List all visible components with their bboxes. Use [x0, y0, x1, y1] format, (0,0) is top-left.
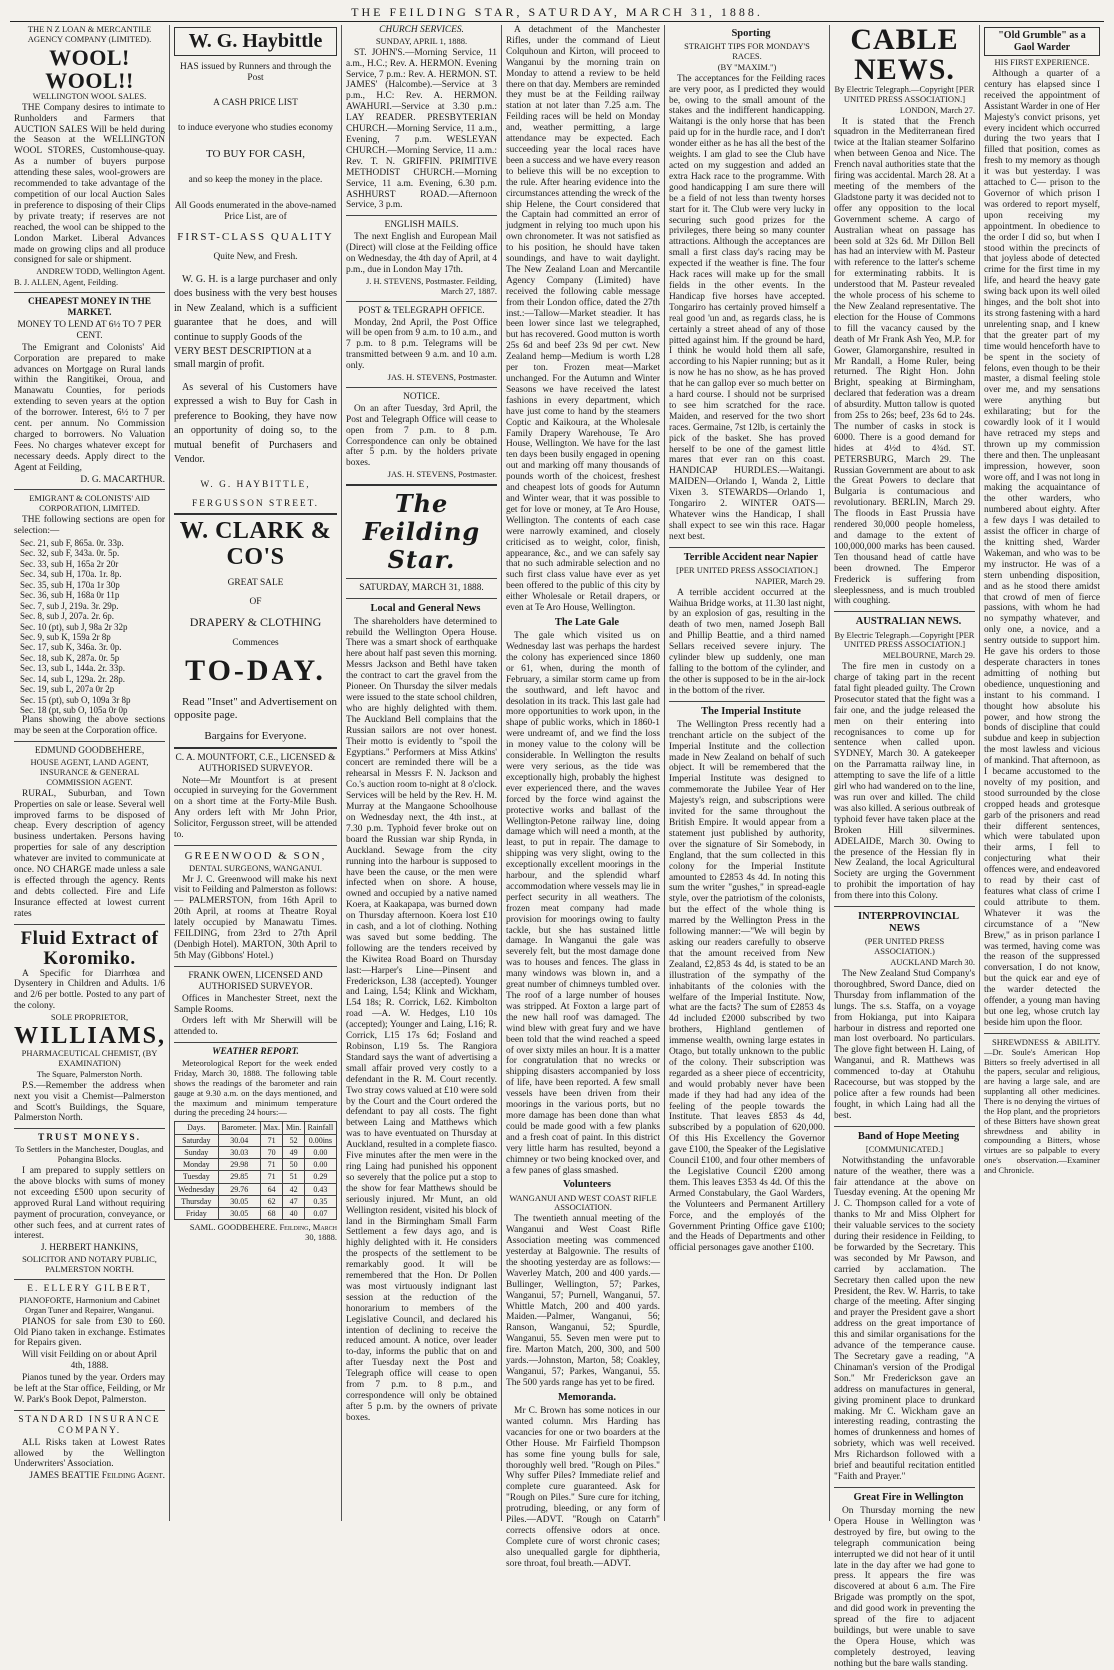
- table-cell: 0.00ins: [304, 1134, 336, 1146]
- table-cell: 0.29: [304, 1171, 336, 1183]
- band-heading: Band of Hope Meeting: [857, 1130, 960, 1142]
- cable-body: It is stated that the French squadron in the Mediterranean fired twice at the Italian steamer Solfarino when between Genoa and Nice. The French naval authorities state that the firing was accidental. March 28. At a meeting of the members of the Gladstone party it was decided not to offer any opposition to the local Government scheme. A cargo of Australian wheat on passage has been sold at 32s 6d. Mr Dillon Bell has had an interview with M. Pasteur with reference to the latter's scheme for exterminating rabbits. It is understood that M. Pasteur revealed the whole process of his scheme to the New Zealand representative. The election for the House of Commons to fill the vacancy caused by the death of Mr Frank Ash Yeo, M.P. for Gower, Glamorganshire, resulted in Mr Randall, a Home Ruler, being returned. The Right Hon. John Bright, speaking at Birmingham, declared that federation was a dream of absurdity. Mutton tallow is quoted from 25s to 26s; beef, 23s 6d to 24s. The number of casks in stock is 6000. There is a good demand for hides at 4½d to 4¾d. ST. PETERSBURG, March 29. The Russian Government are about to ask the Great Powers to declare that Bulgaria is contumacious and revolutionary. BERLIN, March 29. The floods in East Prussia have rendered 30,000 people homeless, and damage to the extent of 100,000,000 marks has been caused. Ten thousand head of cattle have been drowned. The Emperor Frederick is suffering from sleeplessness, and is much troubled with coughing.: [834, 116, 975, 607]
- greenwood-heading: GREENWOOD & SON,: [184, 849, 327, 862]
- australian-byline: By Electric Telegraph.—Copyright [PER UNITED PRESS ASSOCIATION.]: [834, 629, 975, 650]
- column-1: [10, 25, 170, 1521]
- table-cell: Wednesday: [175, 1183, 219, 1195]
- haybittle-line-3: to induce everyone who studies economy: [178, 122, 333, 133]
- hankins-name: J. HERBERT HANKINS,: [40, 1243, 139, 1254]
- gilbert-tuning: Pianos tuned by the year. Orders may be left at the Star office, Feilding, or Mr W. Park's Book Depot, Palmerston.: [14, 1373, 165, 1405]
- list-item: Sec. 17, sub K, 346a. 3r. 0p.: [20, 642, 122, 653]
- list-item: Sec. 18, sub K, 287a. 0r. 5p: [20, 652, 120, 663]
- list-item: Sec. 35, sub H, 170a 1r 30p: [20, 579, 120, 590]
- divider: [14, 1279, 165, 1280]
- table-cell: 40: [283, 1208, 304, 1220]
- volunteers-subheading: WANGANUI AND WEST COAST RIFLE ASSOCIATION.: [509, 1192, 657, 1213]
- gale-body: The gale which visited us on Wednesday last was perhaps the hardest the colony has experienced since 1860 or 61, when, during the month of February, a similar storm came up from the southward, and left havoc and desolation in its track. This last gale had more opportunities to work upon, in the shape of public works, which in 1860-1 were undreamt of, and we find the loss in money value to the colony will be considerable. In Wellington the results were very serious, as the tide was exceptionally high, probably the highest ever experienced there, and the waves forced by the force wind against the protective works and ballast of the Wellington-Petone railway line, doing damage which will need a month, at the least, to put in repair. The damage to shipping was very slight, owing to the exceptionally excellent moorings in the harbour, and the splendid wharf accommodation where vessels may lie in perfect security in all weathers. The frozen meat company had made provision for moorings owing to faulty tackle, but she has sustained little damage. In Wanganui the gale was severely felt, but the most damage done was to houses and fences. The glass in many windows was blown in, and a great number of chimneys tumbled over. The roof of a large number of houses was stripped. At Foxton a large part of the new hall roof was damaged. The wind blew with great fury and we have been told that the wind reached a speed of over sixty miles an hour. It is a matter for congratulation that no wrecks or shipping disasters accompanied by loss of life, have been reported. A few small vessels have been driven from their moorings in the various ports, but no more damage has been done than what could be made good with a few planks and a fresh coat of paint. In this district very little harm has resulted, beyond a chimney or two being knocked over, and a few panes of glass smashed.: [506, 631, 660, 1176]
- grumble-subheading: HIS FIRST EXPERIENCE.: [994, 57, 1090, 68]
- emigrant-intro: THE following sections are open for selection:—: [14, 515, 165, 537]
- gilbert-title: PIANOFORTE, Harmonium and Cabinet Organ Tuner and Repairer, Wanganui.: [19, 1294, 160, 1315]
- table-cell: 47: [283, 1195, 304, 1207]
- sporting-body: The acceptances for the Feilding races are very poor, as I predicted they would be, owing to the small amount of the stakes and the indifferent handicapping. Waitangi is the only horse that has been paid up for in the hurdle race, and I don't wonder either as he has all the best of the weights. I am glad to see the Club have acted on my suggestion and added an extra Hack race to the programme. With good handicapping I am sure there will be a field of not less than twenty horses start for it. The Club were very lucky in securing such good prizes for the privileges, there being so many counter attractions. Although the acceptances are small a first class day's racing may be expected if the weather is fine. The four Hack races will make up for the small fields in the other events. In the Handicap five horses have accepted. Tongariro has certainly proved himself a real good 'un and, as regards class, he is certainly a street ahead of any of those pitted against him. If the ground be hard, I think he would hold them all safe, according to his Napier running; but as it is now he has no show, as he has proved that he can gallop ever so much better on a hard course. I should not be surprised to see him scratched for the race. Maiden, and reserved for the two short races. Germaine, 7st 12lb, is certainly the pick of the basket. She has proved herself to be one of the gamest little mares that ever ran on this coast. HANDICAP HURDLES.—Waitangi. MAIDEN—Orlando I, Wanda 2, Little Vixen 3. STEWARDS—Orlando 1, Tongariro 2. WINTER OATS—Whatever wins the Handicap, I shall shall expect to see win this race. Hagar next best.: [669, 73, 825, 542]
- divider: [174, 747, 337, 749]
- napier-byline: [PER UNITED PRESS ASSOCIATION.]: [676, 564, 818, 575]
- goodbehere-heading: EDMUND GOODBEHERE,: [34, 746, 145, 757]
- gilbert-body: PIANOS for sale from £30 to £60. Old Piano taken in exchange. Estimates for Repairs given.: [14, 1316, 165, 1349]
- clark-line-3: DRAPERY & CLOTHING: [189, 614, 322, 629]
- table-cell: 52: [283, 1134, 304, 1146]
- divider: [14, 1410, 165, 1411]
- fire-body: On Thursday morning the new Opera House in Wellington was destroyed by fire, but owing to the telegraph communication being interrupted we did not hear of it until late in the day after we had gone to press. It appears the fire was discovered at about 6 a.m. The Fire Brigade was promptly on the spot, and did good work in preventing the spread of the fire to adjacent buildings, but were unable to save the Opera House, which was completely destroyed, leaving nothing but the bare walls standing.: [834, 1506, 975, 1669]
- list-item: Sec. 15 (pt), sub O, 109a 3r 8p: [20, 694, 131, 705]
- divider: [834, 906, 975, 907]
- koromiko-body: A Specific for Diarrhœa and Dysentery in Children and Adults. 1/6 and 2/6 per bottle. Posted to any part of the colony.: [14, 968, 165, 1012]
- wool-subheading: WELLINGTON WOOL SALES.: [32, 90, 147, 101]
- notice-body: On an after Tuesday, 3rd April, the Post and Telegraph Office will cease to open from 7 p.m. to 8 p.m. Correspondence can only be obtained after 5 p.m. by the holders private boxes.: [346, 403, 497, 469]
- list-item: Sec. 32, sub F, 343a. 0r. 5p.: [20, 548, 120, 559]
- standard-signature: JAMES BEATTIE Feilding Agent.: [29, 1471, 165, 1482]
- church-date: SUNDAY, APRIL 1, 1888.: [375, 35, 468, 46]
- column-5: [665, 25, 830, 1521]
- table-row: [175, 1183, 337, 1195]
- mail-signature: J. H. STEVENS, Postmaster. Feilding, March 27, 1887.: [365, 275, 497, 296]
- column-7: [980, 25, 1104, 1521]
- wool-signature-1: ANDREW TODD, Wellington Agent.: [36, 266, 165, 277]
- table-cell: 30.03: [218, 1146, 260, 1158]
- divider: [834, 611, 975, 612]
- imperial-body: The Wellington Press recently had a trenchant article on the subject of the Imperial Institute and the collection made in New Zealand on behalf of such object. It will be remembered that the Imperial Institute was designed to commemorate the Jubilee Year of Her Majesty's reign, and subscriptions were invited for the same throughout the British Empire. It would appear from a statement just published by authority, over the signature of Sir Somebody, in England, that the sum collected in this colony for the Imperial Institute amounted to £2853 4s 4d. In noting this sum the writer "gushes," in spread-eagle style, over the patriotism of the colonists, but the effect of the whole thing is marred by the Wellington Press in the following manner:—"We will begin by asking our readers carefully to observe that the amount received from New Zealand, £2,853 4s 4d, is stated to be an illustration of the sympathy of the inhabitants of the colonies with the welfare of the Imperial Institute. Now, what are the facts? The sum of £2853 4s 4d included £2000 subscribed by two brothers, Highland gentlemen of immense wealth, owning large estates in Otago, but totally unknown to the public of the colony. Their subscription was regarded as a sheer piece of eccentricity, and would probably never have been made if they had had any idea of the feeling of the people towards the Institute. That leaves £853 4s 4d, subscribed by a population of 620,000. Of this His Excellency the Governor gave £100, the Speaker of the Legislative Council £100, and four other members of the Legislative Council £200 among them. This leaves £353 4s 4d. Of this the Armed Constabulary, the Gaol Warders, the Volunteers and Permanent Artillery Force, and the employés of the Government Printing Office gave £100; and the Heads of Departments and other official personages gave another £100.: [669, 719, 825, 1254]
- volunteers-body: The twentieth annual meeting of the Wanganui and West Coast Rifle Association meeting was commenced yesterday at Balgownie. The results of the shooting yesterday are as follows:— Waverley Match, 200 and 400 yards.— Bullinger, Wellington, 57; Parkes, Wanganui, 57; Purnell, Wanganui, 57. Whittle Match, 200 and 400 yards. Maiden.—Palmer, Wanganui, 56; Ranson, Wanganui, 52; Spurdle, Wanganui, 55. Seven men were put to fire. Marton Match, 200, 300, and 500 yards.—Johnston, Marton, 58; Coakley, Wanganui, 57; Parkes, Wanganui, 55. The 500 yards range has yet to be fired.: [506, 1214, 660, 1388]
- table-cell: 68: [260, 1208, 283, 1220]
- divider: [174, 1042, 337, 1043]
- divider: [14, 924, 165, 925]
- column-3: [342, 25, 502, 1521]
- standard-heading: STANDARD INSURANCE COMPANY.: [18, 1414, 161, 1436]
- list-item: Sec. 36, sub H, 168a 0r 11p: [20, 590, 120, 601]
- divider: [984, 1033, 1100, 1034]
- cable-byline: By Electric Telegraph.—Copyright [PER UNITED PRESS ASSOCIATION.]: [834, 84, 975, 104]
- owen-body: Offices in Manchester Street, next the Sample Rooms.: [174, 993, 337, 1015]
- fire-heading: Great Fire in Wellington: [853, 1491, 964, 1503]
- table-cell: Sunday: [175, 1146, 219, 1158]
- list-item: Sec. 33, sub H, 165a 2r 20r: [20, 558, 119, 569]
- list-item: Sec. 13, sub L, 144a. 2r. 33p.: [20, 663, 125, 674]
- table-cell: 64: [260, 1183, 283, 1195]
- table-cell: 29.98: [218, 1159, 260, 1171]
- list-item: Sec. 8, sub J, 207a. 2r. 6p.: [20, 611, 114, 622]
- divider: [669, 701, 825, 702]
- paper-masthead: The Feilding Star.: [362, 489, 481, 574]
- loan-heading: THE N Z LOAN & MERCANTILE AGENCY COMPANY (LIMITED).: [27, 24, 152, 44]
- column-6: [830, 23, 980, 1669]
- haybittle-heading: W. G. Haybittle: [174, 27, 337, 56]
- table-cell: 71: [260, 1134, 283, 1146]
- grumble-body: Although a quarter of a century has elapsed since I received the appointment of Assistant Warder in one of Her Majesty's convict prisons, yet every incident which occurred during the two years that I filled that position, comes as fresh to my memory as though it was but yesterday. I was attached to C— prison to the Governor of which prison I was ordered to report myself, upon receiving my appointment. In obedience to the order I did so, but when I stood within the precincts of that joyless abode of detected crime for the first time in my life, and heard the heavy gate swing back upon its well oiled hinges, and the bolt shot into its strong fastening with a hard unrelenting snap, and I knew that the greater part of my time would henceforth have to be spent in the society of felons, even though to be their master, a dismal feeling stole over me, and my sensations were anything but exhilarating; but for the cowardly look of it I would have retraced my steps and thrown up my commission there and then. The unpleasant impression, however, soon wore off, and I was not long in making the acquaintance of the other warders, who numbered about eighty. After a few days I was detailed to assist the officer in charge of the knitting shed, Warder Wakeman, and who was to be my instructor. He was of a stern unbending disposition, and as he stood there amidst that crowd of men of fierce passions, with whom he had no sympathy whatever, and only one, a novice, and a sentry outside to support him. He gave his orders to those desperate characters in tones admitting of nothing but obedience, unquestioning and instant to his command. I thought how absolute his power, and how strong the bonds of discipline that could subdue and keep in subjection the most lawless and vicious of mankind. That afternoon, as I became accustomed to the novelty of my position, and stood surrounded by the close cropped heads and grotesque garb of the prisoners and read their different sentences, which were tabulated upon their arms, I fell to conjecturing what their offences were, and endeavored to read by their cast of features what class of crime I could attribute to them. Whatever it was the circumstance of a "New Brew," as in prison parlance I was termed, having come was the reason of the suppressed conversation, I do not know, but the quick ear and eye of the warder detected the offender, a young man having but one leg, whose crutch lay beside him upon the floor.: [984, 69, 1100, 1028]
- divider: [346, 215, 497, 216]
- divider: [346, 598, 497, 599]
- list-item: Sec. 34, sub H, 170a. 1r. 8p.: [20, 569, 122, 580]
- chemist-title: PHARMACEUTICAL CHEMIST, (BY EXAMINATION): [21, 1048, 158, 1069]
- napier-body: A terrible accident occurred at the Waihua Bridge works, at 11.30 last night, by an explosion of gas, resulting in the death of two men, named Joseph Ball and Phillip Beattie, and a third named Sellars received severe injury. The cylinder blew up suddenly, one man falling to the bottom of the cylinder, and the other is supposed to be in the air-lock in the bottom of the river.: [669, 587, 825, 696]
- divider: [174, 966, 337, 967]
- weather-signature: SAML. GOODBEHERE. Feilding, March 30, 1888.: [189, 1222, 337, 1243]
- band-byline: [COMMUNICATED.]: [865, 1143, 944, 1154]
- owen-footer: Orders left with Mr Sherwill will be attended to.: [174, 1016, 337, 1038]
- clark-today: TO-DAY.: [185, 654, 326, 688]
- cable-date: LONDON, March 27.: [899, 104, 975, 115]
- gilbert-visit: Will visit Feilding on or about April 4th, 1888.: [21, 1350, 158, 1372]
- chemist-ps: P.S.—Remember the address when next you visit a Chemist—Palmerston and Scott's Buildings, the Square, Palmerston North.: [14, 1080, 165, 1124]
- haybittle-line-1: HAS issued by Runners and through the Post: [179, 62, 332, 84]
- mail-body: The next English and European Mail (Direct) will close at the Feilding office on Wednesday, the 4th day of April, at 4 p.m., due in London May 17th.: [346, 232, 497, 275]
- divider: [14, 489, 165, 490]
- divider: [14, 292, 165, 293]
- trust-subheading: To Settlers in the Manchester, Douglas, and Pohangina Blocks.: [15, 1144, 164, 1165]
- haybittle-line-12: As several of his Customers have expressed a wish to Buy for Cash in preference to Booking, they have now an opportunity of doing so, to the mutual benefit of Purchasers and Vendor.: [174, 381, 337, 466]
- table-cell: Thursday: [175, 1195, 219, 1207]
- trust-heading: TRUST MONEYS.: [38, 1133, 141, 1144]
- column-header: Min.: [283, 1122, 304, 1134]
- goodbehere-body: RURAL, Suburban, and Town Properties on sale or lease. Several well improved farms to be disposed of cheap. Every description of agency business undertaken. Persons having properties for sale of any description whatever are invited to communicate at once. NO CHARGE made unless a sale is effected through the agency. Rents and debts collected. Fire and Life Insurance effected at lowest current rates: [14, 788, 165, 919]
- sporting-heading: Sporting: [731, 28, 771, 39]
- mail-heading: ENGLISH MAILS.: [384, 220, 459, 231]
- table-cell: 51: [283, 1171, 304, 1183]
- table-cell: 29.76: [218, 1183, 260, 1195]
- table-cell: 29.85: [218, 1171, 260, 1183]
- divider: [14, 1128, 165, 1129]
- table-cell: 0.00: [304, 1146, 336, 1158]
- money-subheading: MONEY TO LEND AT 6½ TO 7 PER CENT.: [17, 319, 162, 341]
- goodbehere-subheading: HOUSE AGENT, LAND AGENT, INSURANCE & GENERAL COMMISSION AGENT.: [30, 757, 149, 787]
- local-news-body: The shareholders have determined to rebuild the Wellington Opera House. There was a smart shock of earthquake here about half past seven this morning. Messrs Jackson and Bethl have taken the contract to cart the gravel from the Pioneer. On Thursday the silver medals were issued to the state school children, who are highly delighted with them. The Auckland Bell complains that the Russian sailors are not over honest. Their motto is evidently to "spoil the Egyptians." Performers at Miss Atkins' concert are reminded there will be a rehearsal in Messrs F. N. Jackson and Co.'s auction room to-night at 8 o'clock. Services will be held by the Rev. H. M. Murray at the Mangaone Schoolhouse on Wednesday next, the 4th inst., at 7.30 p.m. Typhoid fever broke out on board the Russian war ship Rynda, in Auckland. Sewage from the city running into the harbour is supposed to have been the cause, or the men were infected when on shore. A house, owned and occupied by a native named Koera, at Kaakapapa, was burned down on Thursday afternoon. Koera lost £10 in cash, and a lot of clothing. Nothing was saved but some bedding. The following are the tenders received by the Kiwitea Road Board on Thursday last:—Harper's Line—Pinsent and Frederickson, L38 (accepted). Younger and Laing, L54; Klink and Wickham, L54 18s; R. Corrick, L62. Kimbolton road —A. W. Hedges, L10 10s (accepted); Younger and Laing, L16; R. Corrick, L15 17s 6d; Fosland and Robinson, L19 5s. The Rangiora Standard says the want of advertising a small affair proved very costly to a defendant in the R. M. Court recently. Two stray cows valued at £10 were sold by the Court and the Court ordered the defendant to pay all costs. The fight between Laing and Matthews which was to have eventuated on Thursday at Auckland, resulted in a complete fiasco. Five minutes after the men were in the ring Laing had punished his opponent so severely that the police put a stop to the show for fear Matthews should be seriously injured. Mr Munt, an old Wellington resident, visited his block of land in the Birmingham Small Farm Settlement a few days ago, and is highly delighted with it. He considers the prospects of the settlement to be remarkably good. It will be remembered that the Hon. Dr Pollen was most virtuously indignant last session at the reduction of the honorarium to members of the Legislative Council, and declared his intention of declining to receive the reduced amount. A notice, over leader to-day, informs the public that on and after Tuesday next the Post and Telegraph office will cease to open from 7 p.m. to 8 p.m., and correspondence will only be obtained after 5 p.m. by the owners of private boxes.: [346, 616, 497, 1423]
- haybittle-line-5: and so keep the money in the place.: [188, 174, 323, 185]
- greenwood-subheading: DENTAL SURGEONS, WANGANUI.: [189, 862, 322, 873]
- mountfort-body: Note—Mr Mountfort is at present occupied in surveying for the Government on a short time at the Forty-Mile Bush. Any orders left with Mr John Prior, Solicitor, Fergusson street, will be attended to.: [174, 775, 337, 841]
- local-news-heading: Local and General News: [370, 602, 481, 614]
- cable-heading: CABLE NEWS.: [850, 23, 959, 86]
- divider: [346, 578, 497, 579]
- table-cell: 70: [260, 1146, 283, 1158]
- hankins-title: SOLICITOR AND NOTARY PUBLIC, PALMERSTON NORTH.: [22, 1254, 157, 1275]
- weather-intro: Meteorological Report for the week ended Friday, March 30, 1888. The following table shows the readings of the barometer and rain gauge at 9.30 a.m. on the days mentioned, and the maximum and minimum temperature during the preceding 24 hours:—: [174, 1058, 337, 1118]
- divider: [174, 845, 337, 846]
- weather-heading: WEATHER REPORT.: [212, 1047, 299, 1058]
- haybittle-line-2: A CASH PRICE LIST: [213, 98, 298, 108]
- memoranda-heading: Memoranda.: [557, 1391, 617, 1403]
- table-cell: 42: [283, 1183, 304, 1195]
- gilbert-name: E. ELLERY GILBERT,: [27, 1283, 152, 1294]
- table-cell: 49: [283, 1146, 304, 1158]
- table-row: [175, 1171, 337, 1183]
- column-4: [502, 25, 665, 1569]
- clark-heading: W. CLARK & CO'S: [179, 518, 332, 570]
- australian-heading: AUSTRALIAN NEWS.: [855, 616, 962, 628]
- table-row: [175, 1134, 337, 1146]
- divider: [14, 741, 165, 742]
- wool-signature-2: B. J. ALLEN, Agent, Feilding.: [14, 277, 119, 288]
- column-header: Rainfall: [304, 1122, 336, 1134]
- table-cell: Monday: [175, 1159, 219, 1171]
- australian-date: MELBOURNE, March 29.: [882, 650, 975, 661]
- haybittle-line-6: All Goods enumerated in the above-named Price List, are of: [174, 201, 337, 223]
- interprovincial-heading: INTERPROVINCIAL NEWS: [858, 911, 959, 935]
- table-cell: 71: [260, 1171, 283, 1183]
- koromiko-heading: Fluid Extract of Koromiko.: [20, 927, 159, 969]
- chemist-address: The Square, Palmerston North.: [36, 1068, 143, 1079]
- notice-heading: NOTICE.: [403, 391, 440, 402]
- haybittle-line-8: Quite New, and Fresh.: [213, 252, 298, 263]
- trust-body: I am prepared to supply settlers on the above blocks with sums of money not exceeding £500 upon security of approved Rural Land without requiring payment of procuration, conveyance, or other such fees, and at current rates of interest.: [14, 1166, 165, 1242]
- grumble-heading: "Old Grumble" as a Gaol Warder: [984, 27, 1100, 56]
- table-row: [175, 1208, 337, 1220]
- clark-line-2: OF: [249, 596, 262, 607]
- divider: [834, 1487, 975, 1488]
- mountfort-heading: C. A. MOUNTFORT, C.E., LICENSED & AUTHORISED SURVEYOR.: [175, 752, 336, 774]
- list-item: Sec. 7, sub J, 219a. 3r. 29p.: [20, 600, 119, 611]
- greenwood-body: Mr J. C. Greenwood will make his next visit to Feilding and Palmerston as follows:— PALMERSTON, from 16th April to 20th April, at rooms at Theatre Royal lately occupied by Manawatu Times. FEILDING, from 23rd to 27th April (Denbigh Hotel). MARTON, 30th April to 5th May (Gibbons' Hotel.): [174, 874, 338, 961]
- table-row: [175, 1159, 337, 1171]
- table-cell: 0.35: [304, 1195, 336, 1207]
- gale-heading: The Late Gale: [554, 616, 620, 628]
- haybittle-signature: W. G. HAYBITTLE,: [200, 479, 311, 490]
- clark-line-4: Commences: [232, 637, 279, 648]
- table-cell: 30.05: [218, 1195, 260, 1207]
- divider: [346, 484, 497, 486]
- table-cell: 71: [260, 1159, 283, 1171]
- table-cell: 0.00: [304, 1159, 336, 1171]
- interprovincial-byline: (PER UNITED PRESS ASSOCIATION.): [864, 936, 945, 957]
- table-cell: 50: [283, 1159, 304, 1171]
- haybittle-line-10: VERY BEST DESCRIPTION at a: [174, 346, 312, 358]
- band-body: Notwithstanding the unfavorable nature of the weather, there was a fair attendance at the above on Tuesday evening. At the opening Mr J. C. Thompson called for a vote of thanks to Mr and Miss Olphert for their valuable services to the society during their residence in Feilding, to be forwarded by the Secretary. This was seconded by Mr Pawson, and carried by acclamation. The Secretary then called upon the new President, the Rev. W. Harris, to take charge of the meeting. After singing and prayer the President gave a short address on the great importance of this and similar organisations for the advance of the temperance cause. The Secretary gave a reading, "A Chinaman's version of the Prodigal Son." Mr Frederickson gave an address on manufactures in general, giving prominent place to drunkard making. Mr C. Wickham gave an interesting reading, contrasting the homes of drunkenness and homes of sobriety, which was well received. Mrs Richardson followed with a brief and beautiful recitation entitled "Faith and Prayer.": [834, 1155, 975, 1482]
- interprovincial-date: AUCKLAND March 30.: [890, 957, 975, 968]
- church-body: ST. JOHN'S.—Morning Service, 11 a.m., H.C.; Rev. A. HERMON. Evening Service, 7 p.m.: Rev. A. HERMON. ST. JAMES' (Halcombe).—Service at 3 p.m., H.C: Rev. A. HERMON. AWAHURI.—Service at 3.30 p.m.: LAY READER. PRESBYTERIAN CHURCH.—Morning Service, 11 a.m., Evening, 7 p.m. WESLEYAN CHURCH.—Morning Service, 11 a.m.: Rev. T. N. GRIFFIN. PRIMITIVE METHODIST CHURCH.—Morning Service, 11 a.m. Evening, 6.30 p.m. ASHHURST ROAD.—Afternoon Service, 3 p.m.: [346, 47, 497, 211]
- table-cell: Saturday: [175, 1134, 219, 1146]
- interprovincial-body: The New Zealand Stud Company's thoroughbred, Sword Dance, died on Thursday from inflammation of the lungs. The s.s. Staffa, on a voyage from Hokianga, put into Kaipara harbour in distress and reported one man lost overboard. No particulars. The glove fight between H. Laing, of Wanganui, and R. Matthews was commenced to-day at Otahuhu Racecourse, but was stopped by the police after a few rounds had been fought, in which Laing had all the best.: [834, 968, 975, 1121]
- column-header: Barometer.: [218, 1122, 260, 1134]
- wool-heading: WOOL! WOOL!!: [45, 44, 134, 93]
- list-item: Sec. 9, sub K, 159a 2r 8p: [20, 631, 111, 642]
- paper-date: SATURDAY, MARCH 31, 1888.: [359, 582, 484, 593]
- money-body: The Emigrant and Colonists' Aid Corporation are prepared to make advances on Mortgage on Rural lands within the Rangitikei, Oroua, and Manawatu Counties, for periods extending to seven years at the option of the borrower. Interest, 6½ to 7 per cent. per annum. No Commission charged to borrowers. No Valuation Fees. No charges whatever except for necessary deeds. Apply direct to the Agent at Feilding,: [14, 342, 165, 473]
- emigrant-heading: EMIGRANT & COLONISTS' AID CORPORATION, LIMITED.: [29, 493, 150, 514]
- emigrant-footer: Plans showing the above sections may be seen at the Corporation office.: [14, 715, 165, 737]
- table-cell: 62: [260, 1195, 283, 1207]
- wool-body: THE Company desires to intimate to Runholders and Farmers that AUCTION SALES Will be held during the Season at the WELLINGTON WOOL STORES, Customhouse-quay. As a number of buyers purpose attending these sales, wool-growers are recommended to take advantage of the competition of our local Auction Sales in preference to disposing of their Clips by private treaty; if reserves are not reached, the wool can be shipped to the London Market. Liberal Advances made on growing clips and all produce consigned for sale or shipment.: [14, 102, 165, 266]
- table-cell: 0.07: [304, 1208, 336, 1220]
- column-2: [170, 25, 342, 1521]
- divider: [346, 387, 497, 388]
- napier-date: NAPIER, March 29.: [755, 575, 825, 586]
- haybittle-street: FERGUSSON STREET.: [191, 498, 320, 509]
- table-row: [175, 1122, 337, 1134]
- table-cell: 30.04: [218, 1134, 260, 1146]
- list-item: Sec. 14, sub L, 129a. 2r. 28p.: [20, 673, 125, 684]
- notice-signature: JAS. H. STEVENS, Postmaster.: [387, 469, 497, 480]
- post-heading: POST & TELEGRAPH OFFICE.: [358, 305, 485, 316]
- masthead: THE FEILDING STAR, SATURDAY, MARCH 31, 1888.: [10, 4, 1104, 22]
- hop-bitters-ad: SHREWDNESS & ABILITY.—Dr. Soule's American Hop Bitters so freely advertised in all the papers, secular and religious, are having a large sale, and are supplanting all other medicines. There is no denying the virtues of the Hop plant, and the proprietors of these Bitters have shown great shrewdness and ability in compounding a Bitters, whose virtues are so palpable to every one's observation.—Examiner and Chronicle.: [984, 1036, 1100, 1175]
- owen-heading: FRANK OWEN, LICENSED AND AUTHORISED SURVEYOR.: [188, 970, 323, 992]
- clark-line-1: GREAT SALE: [227, 577, 284, 588]
- memoranda-body: Mr C. Brown has some notices in our wanted column. Mrs Harding has vacancies for one or two boarders at the Other House. Mr Fairfield Thompson has some fine young bulls for sale, thoroughly well bred. "Rough on Piles." Why suffer Piles? Immediate relief and complete cure guaranteed. Ask for "Rough on Piles." Sure cure for itching, protruding, bleeding, or any form of Piles.—ADVT. "Rough on Catarrh" corrects offensive odors at once. Complete cure of worst chronic cases; also unequalled gargle for diphtheria, sore throat, foul breath.—ADVT.: [506, 1405, 660, 1569]
- haybittle-line-7: FIRST-CLASS QUALITY: [177, 231, 334, 244]
- haybittle-line-9: W. G. H. is a large purchaser and only does business with the very best houses in New Zealand, which is a sufficient guarantee that he does, and will continue to supply Goods of the: [174, 273, 337, 343]
- table-cell: Tuesday: [175, 1171, 219, 1183]
- haybittle-line-11: small margin of profit.: [174, 359, 265, 371]
- list-item: Sec. 21, sub F, 865a. 0r. 33p.: [20, 538, 124, 549]
- divider: [174, 513, 337, 515]
- divider: [834, 1126, 975, 1127]
- table-cell: 0.43: [304, 1183, 336, 1195]
- divider: [346, 301, 497, 302]
- clark-line-6: Read "Inset" and Advertisement on opposite page.: [174, 696, 337, 722]
- napier-heading: Terrible Accident near Napier: [683, 551, 819, 563]
- list-item: Sec. 18 (pt, sub O, 105a 0r 0p: [20, 705, 128, 716]
- column-header: Days.: [175, 1122, 219, 1134]
- church-heading: CHURCH SERVICES.: [379, 25, 464, 35]
- post-signature: JAS. H. STEVENS, Postmaster.: [387, 372, 497, 383]
- weather-table: [174, 1121, 337, 1220]
- clark-line-7: Bargains for Everyone.: [204, 729, 307, 742]
- table-cell: Friday: [175, 1208, 219, 1220]
- columns: [10, 23, 1104, 1669]
- divider: [669, 547, 825, 548]
- table-cell: 30.05: [218, 1208, 260, 1220]
- money-signature: D. G. MACARTHUR.: [80, 474, 165, 485]
- news-continued: A detachment of the Manchester Rifles, under the command of Lieut Colquhoun and Kirton, will proceed to Wanganui by the morning train on Monday to attend a review to be held there on that day. Members are reminded they must be at the Feilding railway station at not later than 7.25 a.m. The Feilding races will be held on Monday and, weather permitting, a large attendance may be expected. Each succeeding year the local races have been a success and we have every reason to believe this will be no exception to the rule. After hearing evidence into the circumstances attending the wreck of the ship Helene, the Court considered that the Captain had committed an error of judgment in relying too much upon his own chronometer. It was not satisfied as to his position, he should have taken soundings, and have to wait daylight. The New Zealand Loan and Mercantile Agency Company (Limited) have received the following cable message from their London office, dated the 27th inst.:—Tallow—Market steadier. It has been lower since last we telegraphed, but has recovered. Good mutton is worth 25s 6d and beef 23s 9d per cwt. New Zealand hemp—Medium is worth L28 per ton. Frozen meat—Market unchanged. For the Autumn and Winter Seasons we have received the latest fashions in every department, which have just come to hand by the steamers Coptic and Kaikoura, at the Wholesale Family Drapery Warehouse, Te Aro House, Wellington. We have for the last ten days been busily engaged in opening out and marking off many thousands of pounds worth of the choicest, freshest and cheapest lots of goods for Autumn and Winter wear, that it was possible to get for love or money, at Te Aro House, Wellington. The contents of each case were narrowly examined, and closely criticised as to weight, color, finish, appearance, &c., and we can safely say that no such admirable selection and no such first class value have ever as yet been offered to the public of this city by either Wholesale or Retail drapers, or even at Te Aro House, Wellington.: [506, 25, 660, 614]
- sole-proprietor: SOLE PROPRIETOR,: [50, 1012, 129, 1023]
- post-body: Monday, 2nd April, the Post Office will be open from 9 a.m. to 10 a.m., and 7 p.m. to 8 p.m. Telegrams will be transmitted between 9 a.m. and 10 a.m. only.: [346, 317, 497, 372]
- table-row: [175, 1195, 337, 1207]
- money-heading: CHEAPEST MONEY IN THE MARKET.: [27, 297, 152, 318]
- volunteers-heading: Volunteers: [562, 1179, 612, 1191]
- sporting-byline: (BY "MAXIM."): [717, 61, 777, 72]
- column-header: Max.: [260, 1122, 283, 1134]
- williams-heading: WILLIAMS,: [14, 1022, 167, 1049]
- imperial-heading: The Imperial Institute: [701, 705, 801, 717]
- australian-body: The fire men in custody on a charge of taking part in the recent fatal fight pleaded guilty. The Crown Prosecutor stated that the fight was a fair one, and the judge released the men on their entering into recognisances to come up for sentence when called upon. SYDNEY, March 30. A gatekeeper on the Parramatta railway line, in attempting to save the life of a little girl who had wandered on to the line, was run over and killed. The child was also killed. A serious outbreak of typhoid fever have taken place at the Broken Hill silvermines. ADELAIDE, March 30. Owing to the presence of the Hessian fly in New Zealand, the local Agricultural Society are urging the Government to prohibit the importation of hay from there into this Colony.: [834, 662, 975, 902]
- haybittle-line-4: TO BUY FOR CASH,: [205, 147, 306, 160]
- sections-list: [14, 538, 165, 715]
- standard-body: ALL Risks taken at Lowest Rates allowed by the Wellington Underwriters' Association.: [14, 1437, 165, 1470]
- sporting-subheading: STRAIGHT TIPS FOR MONDAY'S RACES.: [684, 41, 810, 62]
- list-item: Sec. 10 (pt), sub J, 98a 2r 32p: [20, 621, 128, 632]
- table-row: [175, 1146, 337, 1158]
- list-item: Sec. 19, sub L, 207a 0r 2p: [20, 684, 115, 695]
